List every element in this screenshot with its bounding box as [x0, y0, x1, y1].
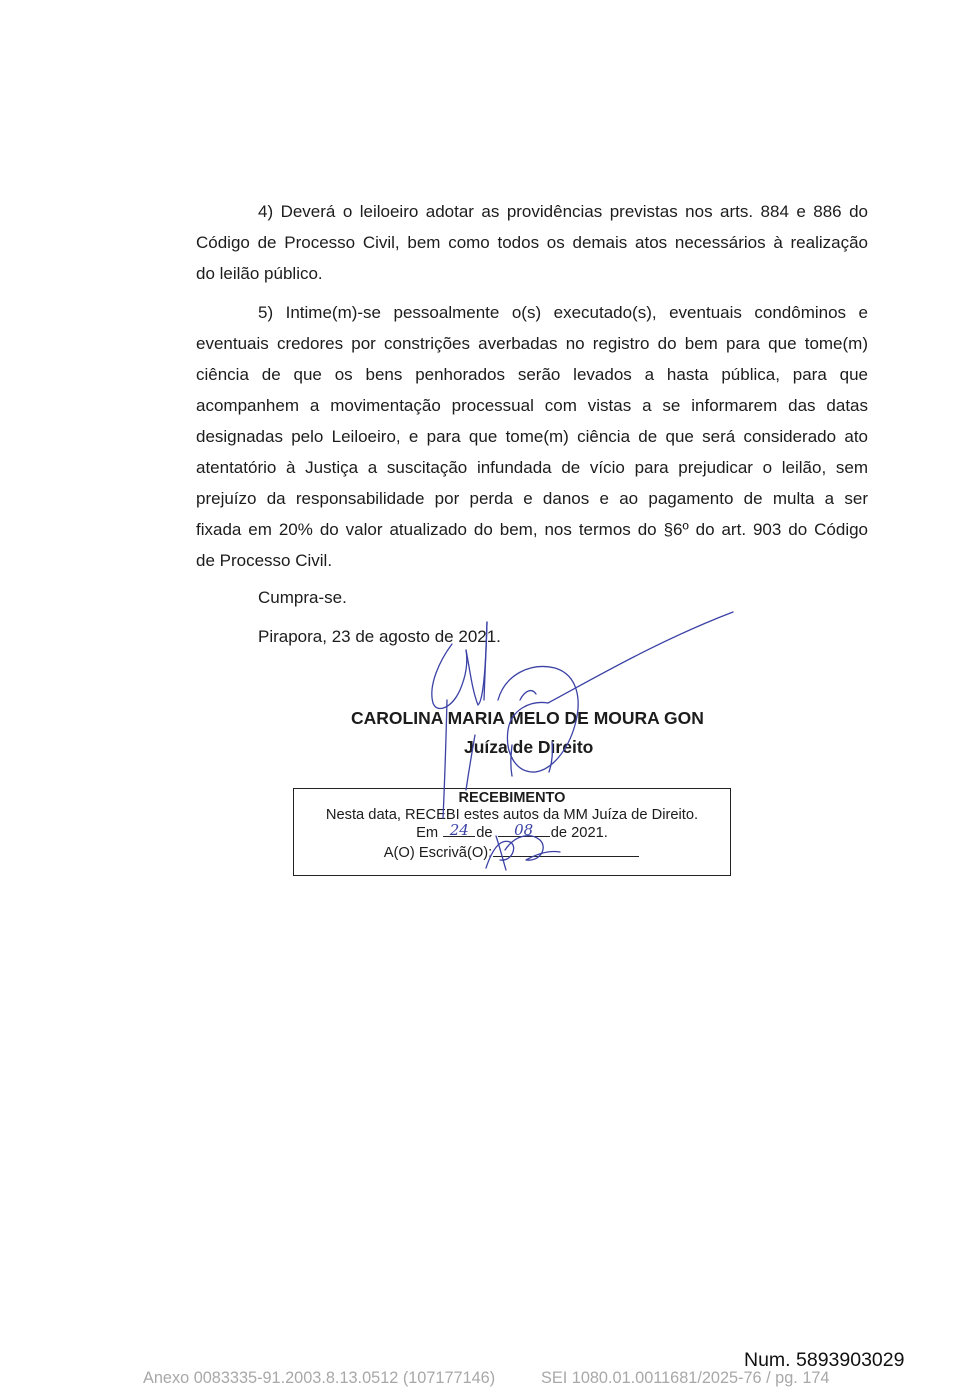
paragraph-4: [196, 196, 868, 289]
body-line: acompanhem a movimentação processual com vistas a se informarem das datas: [196, 396, 868, 415]
place-date: Pirapora, 23 de agosto de 2021.: [258, 627, 501, 646]
body-line: atentatório à Justiça a suscitação infundada de vício para prejudicar o leilão, sem: [196, 458, 868, 477]
annex-reference: Anexo 0083335-91.2003.8.13.0512 (107177146): [143, 1369, 496, 1387]
receipt-clerk-blank: [493, 843, 639, 857]
receipt-statement: Nesta data, RECEBI estes autos da MM Juíza de Direito.: [325, 807, 699, 823]
closing-text: Cumpra-se.: [258, 588, 347, 607]
receipt-title: RECEBIMENTO: [458, 790, 566, 806]
body-line: Código de Processo Civil, bem como todos os demais atos necessários à realização: [196, 233, 868, 252]
body-line: do leilão público.: [196, 264, 323, 283]
receipt-clerk-line: [294, 843, 730, 859]
body-line: ciência de que os bens penhorados serão levados a hasta pública, para que: [196, 365, 868, 384]
body-line: eventuais credores por constrições averbadas no registro do bem para que tome(m): [196, 334, 868, 353]
signer-name: CAROLINA MARIA MELO DE MOURA GON: [351, 708, 704, 728]
receipt-month-handwritten: 08: [514, 821, 534, 839]
document-number: Num. 5893903029: [744, 1349, 905, 1371]
receipt-year-suffix: de 2021.: [550, 825, 608, 841]
receipt-em-label: Em: [416, 825, 439, 841]
receipt-day-blank: [443, 823, 475, 837]
receipt-day-handwritten: 24: [449, 821, 469, 839]
signature-stroke: [548, 612, 733, 703]
body-line: 4) Deverá o leiloeiro adotar as providências previstas nos arts. 884 e 886 do: [258, 202, 868, 221]
body-line: designadas pelo Leiloeiro, e para que tome(m) ciência de que será considerado ato: [196, 427, 868, 446]
receipt-box: [293, 788, 731, 876]
receipt-clerk-label: A(O) Escrivã(O):: [383, 845, 493, 861]
paragraph-5: [196, 297, 868, 576]
receipt-month-blank: [498, 823, 550, 837]
sei-reference: SEI 1080.01.0011681/2025-76 / pg. 174: [541, 1369, 830, 1387]
signature-stroke: [432, 644, 467, 709]
body-line: fixada em 20% do valor atualizado do bem, nos termos do §6º do art. 903 do Código: [196, 520, 868, 539]
receipt-de-label: de: [476, 825, 493, 841]
body-line: 5) Intime(m)-se pessoalmente o(s) executado(s), eventuais condôminos e: [258, 303, 868, 322]
signer-title: Juíza de Direito: [464, 737, 594, 757]
body-line: prejuízo da responsabilidade por perda e danos e ao pagamento de multa a ser: [196, 489, 868, 508]
receipt-date-line: [294, 823, 730, 839]
signature-stroke: [520, 691, 536, 700]
body-line: de Processo Civil.: [196, 551, 333, 570]
